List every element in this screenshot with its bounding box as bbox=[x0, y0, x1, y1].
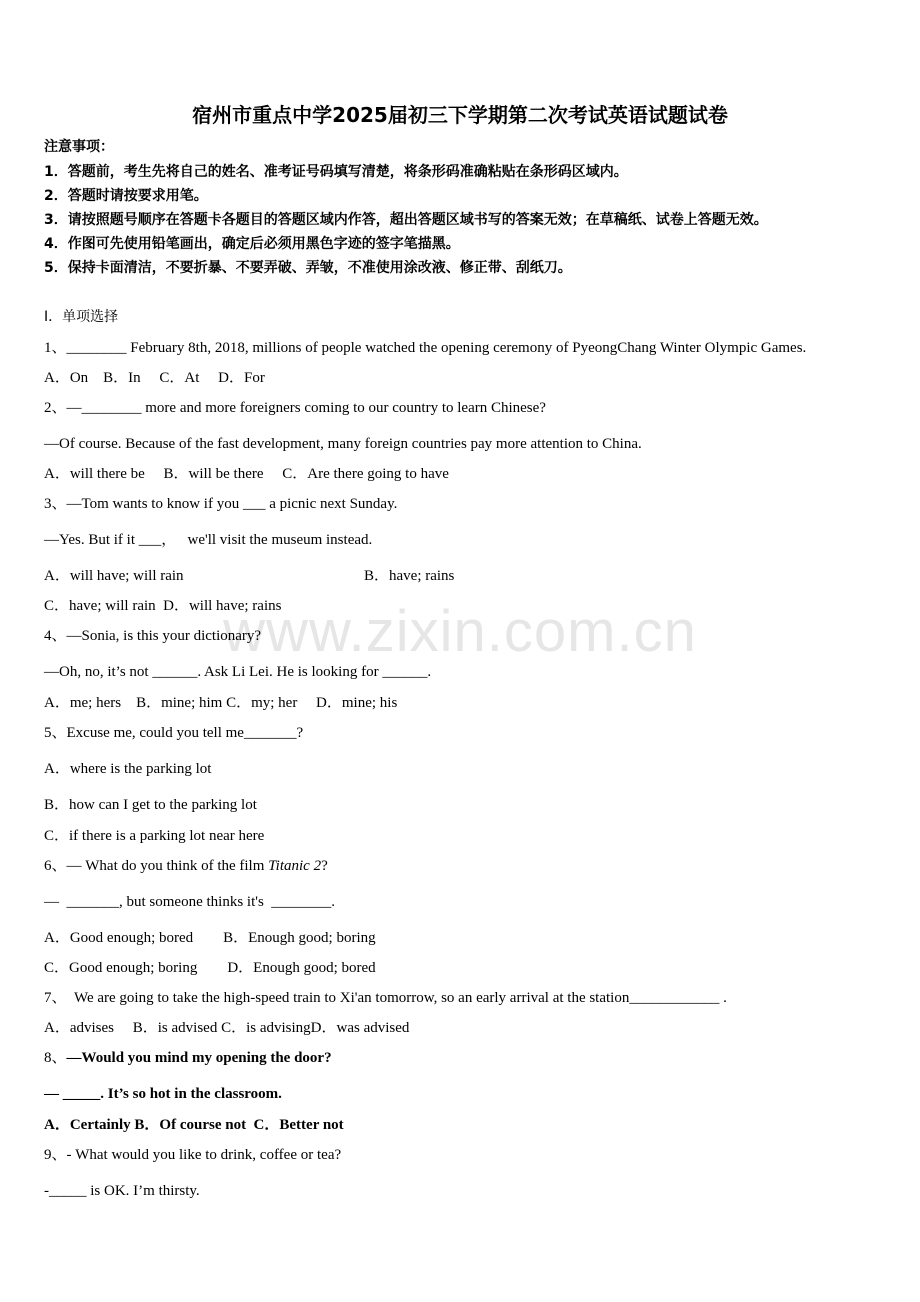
question-3-option-a: A．will have; will rain bbox=[44, 568, 184, 584]
section-heading: Ⅰ．单项选择 bbox=[44, 309, 119, 325]
question-6-options-ab: A．Good enough; bored B．Enough good; boring bbox=[44, 930, 376, 946]
question-3: 3、—Tom wants to know if you ___ a picnic next Sunday. bbox=[44, 496, 398, 512]
note-item-5: 5．保持卡面清洁，不要折暴、不要弄破、弄皱，不准使用涂改液、修正带、刮纸刀。 bbox=[44, 260, 572, 276]
question-7-options: A．advises B．is advised C．is advisingD．was advised bbox=[44, 1020, 410, 1036]
question-1: 1、________ February 8th, 2018, millions of people watched the opening ceremony of PyeongChang Winter Olympic Games. bbox=[44, 340, 807, 356]
question-8-text: —Would you mind my opening the door? bbox=[66, 1050, 332, 1066]
question-7: 7、 We are going to take the high-speed train to Xi'an tomorrow, so an early arrival at the station____________ . bbox=[44, 990, 727, 1006]
question-3-reply: —Yes. But if it ___， we'll visit the museum instead. bbox=[44, 532, 373, 548]
question-9-reply: -_____ is OK. I’m thirsty. bbox=[44, 1183, 200, 1199]
question-8-options: A．Certainly B．Of course not C．Better not bbox=[44, 1117, 344, 1133]
note-item-1: 1．答题前，考生先将自己的姓名、准考证号码填写清楚，将条形码准确粘贴在条形码区域内。 bbox=[44, 164, 628, 180]
question-8 bbox=[44, 1048, 332, 1068]
question-6-reply: — _______, but someone thinks it's ________. bbox=[44, 894, 336, 910]
question-4: 4、—Sonia, is this your dictionary? bbox=[44, 628, 262, 644]
question-1-options: A．On B．In C．At D．For bbox=[44, 370, 265, 386]
question-5: 5、Excuse me, could you tell me_______? bbox=[44, 725, 304, 741]
watermark: www.zixin.com.cn bbox=[223, 599, 697, 664]
question-4-options: A．me; hers B．mine; him C．my; her D．mine; his bbox=[44, 695, 398, 711]
question-5-option-b: B．how can I get to the parking lot bbox=[44, 797, 257, 813]
question-8-reply: — _____. It’s so hot in the classroom. bbox=[44, 1086, 282, 1102]
question-2-options: A．will there be B．will be there C．Are there going to have bbox=[44, 466, 449, 482]
question-6-text: 6、— What do you think of the film bbox=[44, 858, 269, 874]
question-3-options-cd: C．have; will rain D．will have; rains bbox=[44, 598, 282, 614]
note-item-3: 3．请按照题号顺序在答题卡各题目的答题区域内作答，超出答题区域书写的答案无效；在草稿纸、试卷上答题无效。 bbox=[44, 212, 768, 228]
question-2: 2、—________ more and more foreigners coming to our country to learn Chinese? bbox=[44, 400, 546, 416]
question-6 bbox=[44, 856, 328, 876]
question-6-mark: ? bbox=[321, 858, 328, 874]
question-4-reply: —Oh, no, it’s not ______. Ask Li Lei. He is looking for ______. bbox=[44, 664, 432, 680]
question-9: 9、- What would you like to drink, coffee or tea? bbox=[44, 1147, 342, 1163]
film-title: Titanic 2 bbox=[268, 858, 322, 874]
question-5-option-a: A．where is the parking lot bbox=[44, 761, 212, 777]
question-8-number: 8、 bbox=[44, 1050, 67, 1066]
page-title: 宿州市重点中学2025届初三下学期第二次考试英语试题试卷 bbox=[192, 103, 728, 127]
question-3-option-b: B．have; rains bbox=[364, 568, 455, 584]
note-item-2: 2．答题时请按要求用笔。 bbox=[44, 188, 208, 204]
question-5-option-c: C．if there is a parking lot near here bbox=[44, 828, 265, 844]
note-item-4: 4．作图可先使用铅笔画出，确定后必须用黑色字迹的签字笔描黑。 bbox=[44, 236, 460, 252]
question-2-reply: —Of course. Because of the fast development, many foreign countries pay more attention to China. bbox=[44, 436, 642, 452]
notes-heading: 注意事项： bbox=[44, 139, 114, 155]
question-6-options-cd: C．Good enough; boring D．Enough good; bored bbox=[44, 960, 376, 976]
